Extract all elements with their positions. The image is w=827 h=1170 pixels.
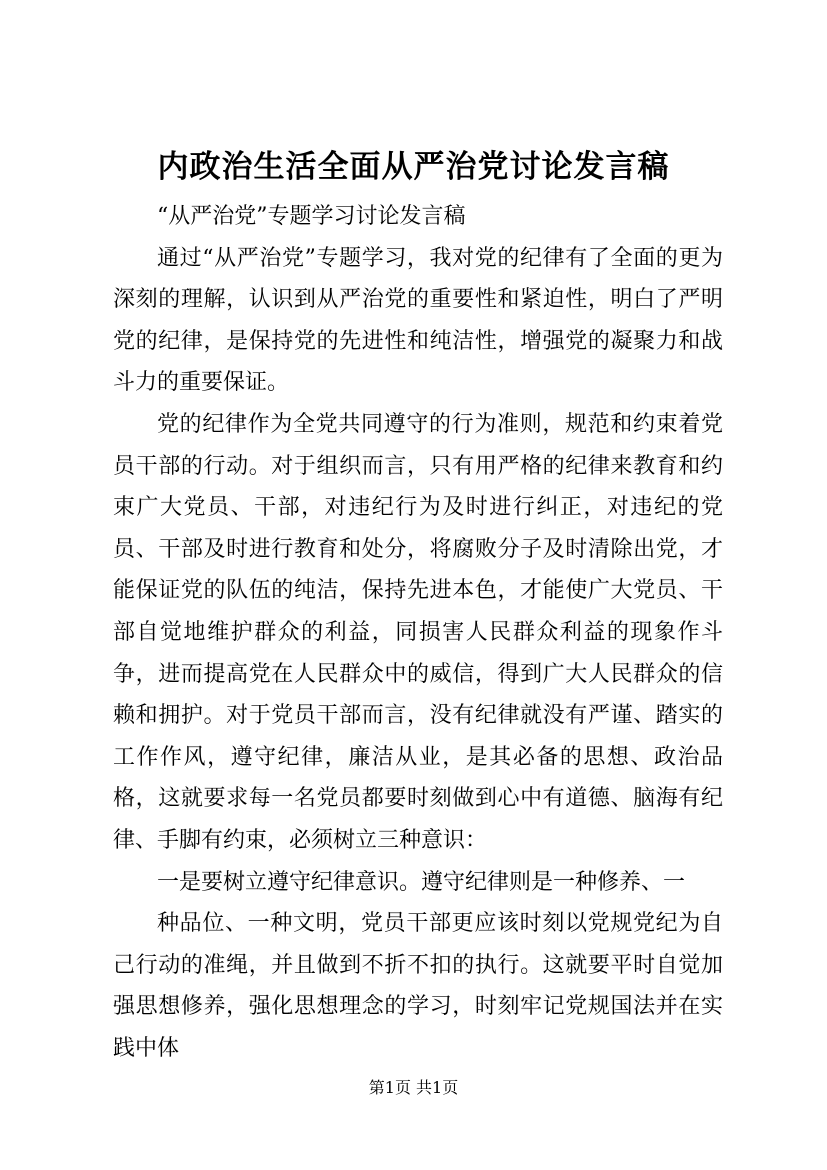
body-paragraph-2: 党的纪律作为全党共同遵守的行为准则，规范和约束着党员干部的行动。对于组织而言，只有用严格的纪律来教育和约束广大党员、干部，对违纪行为及时进行纠正，对违纪的党员、干部及时进行教育和处分，将腐败分子及时清除出党，才能保证党的队伍的纯洁，保持先进本色，才能使广大党员、干部自觉地维护群众的利益，同损害人民群众利益的现象作斗争，进而提高党在人民群众中的威信，得到广大人民群众的信赖和拥护。对于党员干部而言，没有纪律就没有严谨、踏实的工作作风，遵守纪律，廉洁从业，是其必备的思想、政治品格，这就要求每一名党员都要时刻做到心中有道德、脑海有纪律、手脚有约束，必须树立三种意识： — [113, 411, 723, 853]
document-title: 内政治生活全面从严治党讨论发言稿 — [157, 149, 670, 185]
document-body — [113, 196, 723, 1069]
body-paragraph-1: 通过“从严治党”专题学习，我对党的纪律有了全面的更为深刻的理解，认识到从严治党的重要性和紧迫性，明白了严明党的纪律，是保持党的先进性和纯洁性，增强党的凝聚力和战斗力的重要保证。 — [113, 245, 723, 396]
body-paragraph-3: 一是要树立遵守纪律意识。遵守纪律则是一种修养、一 — [157, 869, 686, 895]
subtitle-paragraph: “从严治党”专题学习讨论发言稿 — [157, 204, 466, 229]
body-paragraph-4: 种品位、一种文明，党员干部更应该时刻以党规党纪为自己行动的准绳，并且做到不折不扣的执行。这就要平时自觉加强思想修养，强化思想理念的学习，时刻牢记党规国法并在实践中体 — [113, 911, 723, 1061]
page-footer: 第1页 共1页 — [368, 1078, 459, 1097]
